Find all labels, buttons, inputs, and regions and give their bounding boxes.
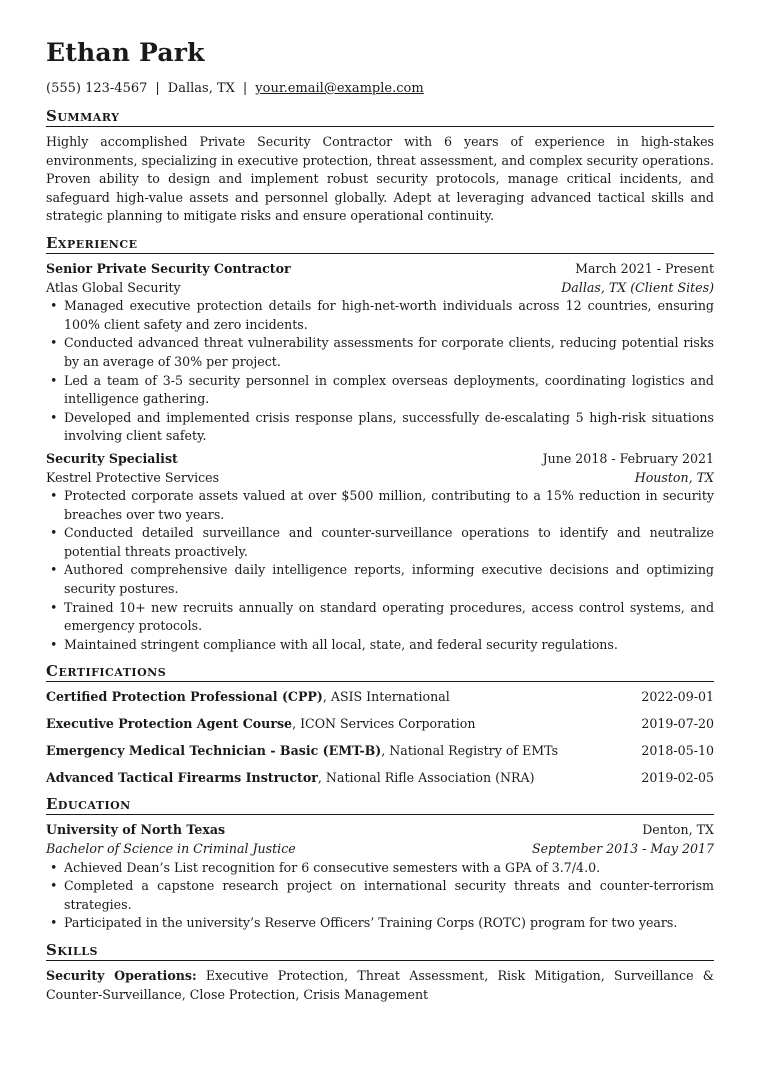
education-subheader-row — [46, 840, 714, 859]
certification-text — [46, 715, 475, 734]
certification-row — [46, 742, 714, 761]
job-location: Houston, TX — [634, 469, 714, 485]
certification-text — [46, 688, 450, 707]
skills-section — [46, 941, 714, 1004]
list-item: • Achieved Dean’s List recognition for 6 consecutive semesters with a GPA of 3.7/4.0. — [46, 859, 714, 878]
certification-row — [46, 769, 714, 788]
skills-category-label: Security Operations: — [46, 967, 197, 983]
list-item: • Conducted detailed surveillance and counter-surveillance operations to identify and neutralize potential threats proactively. — [46, 524, 714, 561]
summary-section — [46, 107, 714, 226]
certification-name: Advanced Tactical Firearms Instructor — [46, 769, 318, 785]
job-header-row — [46, 260, 714, 279]
job-header-row — [46, 450, 714, 469]
certification-name: Certified Protection Professional (CPP) — [46, 689, 323, 705]
education-section — [46, 795, 714, 933]
contact-separator: | — [155, 81, 160, 96]
certification-issuer: , National Rifle Association (NRA) — [317, 769, 535, 785]
email-link[interactable]: your.email@example.com — [255, 81, 424, 96]
list-item: • Participated in the university’s Reserve Officers’ Training Corps (ROTC) program for two years. — [46, 914, 714, 933]
list-item: • Led a team of 3-5 security personnel in complex overseas deployments, coordinating logistics and intelligence gathering. — [46, 372, 714, 409]
certification-text — [46, 742, 558, 761]
job-role: Senior Private Security Contractor — [46, 260, 291, 276]
list-item: • Trained 10+ new recruits annually on standard operating procedures, access control systems, and emergency protocols. — [46, 599, 714, 636]
job-role: Security Specialist — [46, 450, 178, 466]
certification-date: 2019-07-20 — [641, 716, 714, 732]
certification-row — [46, 715, 714, 734]
summary-text: Highly accomplished Private Security Contractor with 6 years of experience in high-stakes environments, specializing in executive protection, threat assessment, and complex security operations. Proven ability to design and implement robust security protocols, manage critical incidents, and safeguard high-value assets and personnel globally. Adept at leveraging advanced tactical skills and strategic planning to mitigate risks and ensure operational continuity. — [46, 134, 714, 224]
job-dates: June 2018 - February 2021 — [542, 450, 714, 466]
list-item: • Maintained stringent compliance with all local, state, and federal security regulations. — [46, 636, 714, 655]
job-company: Kestrel Protective Services — [46, 469, 220, 485]
list-item: • Managed executive protection details for high-net-worth individuals across 12 countries, ensuring 100% client safety and zero incidents. — [46, 297, 714, 334]
certification-text — [46, 769, 535, 788]
job-dates: March 2021 - Present — [575, 260, 714, 276]
certification-date: 2022-09-01 — [641, 689, 714, 705]
job-company: Atlas Global Security — [46, 279, 181, 295]
section-title-skills: Skills — [46, 941, 714, 961]
job-subheader-row — [46, 469, 714, 488]
job-subheader-row — [46, 279, 714, 298]
certification-name: Executive Protection Agent Course — [46, 716, 293, 732]
job-bullets — [46, 297, 714, 446]
degree-name: Bachelor of Science in Criminal Justice — [46, 840, 296, 856]
section-title-summary: Summary — [46, 107, 714, 127]
job-entry — [46, 260, 714, 446]
education-dates: September 2013 - May 2017 — [531, 840, 714, 856]
skills-text — [46, 967, 714, 1004]
list-item: • Developed and implemented crisis response plans, successfully de-escalating 5 high-risk situations involving client safety. — [46, 409, 714, 446]
list-item: • Protected corporate assets valued at over $500 million, contributing to a 15% reduction in security breaches over two years. — [46, 487, 714, 524]
certifications-section — [46, 662, 714, 787]
certification-issuer: , ICON Services Corporation — [292, 716, 476, 732]
certification-issuer: , National Registry of EMTs — [381, 743, 559, 758]
list-item: • Conducted advanced threat vulnerability assessments for corporate clients, reducing potential risks by an average of 30% per project. — [46, 334, 714, 371]
certification-date: 2019-02-05 — [641, 769, 714, 785]
experience-section — [46, 234, 714, 654]
education-bullets — [46, 859, 714, 933]
section-title-certifications: Certifications — [46, 662, 714, 682]
job-entry — [46, 450, 714, 655]
education-header-row — [46, 821, 714, 840]
certification-issuer: , ASIS International — [322, 689, 450, 705]
section-title-experience: Experience — [46, 234, 714, 254]
job-location: Dallas, TX (Client Sites) — [561, 279, 714, 295]
contact-separator: | — [242, 81, 248, 96]
list-item: • Authored comprehensive daily intelligence reports, informing executive decisions and optimizing security postures. — [46, 561, 714, 598]
job-bullets — [46, 487, 714, 654]
location: Dallas, TX — [167, 81, 235, 96]
school-location: Denton, TX — [642, 822, 714, 838]
phone-number: (555) 123-4567 — [46, 81, 148, 96]
school-name: University of North Texas — [46, 822, 226, 838]
certification-name: Emergency Medical Technician - Basic (EMT-B) — [46, 743, 382, 758]
candidate-name: Ethan Park — [46, 38, 205, 67]
section-title-education: Education — [46, 795, 714, 815]
contact-line — [46, 80, 714, 97]
list-item: • Completed a capstone research project on international security threats and counter-terrorism strategies. — [46, 877, 714, 914]
skills-list: Executive Protection, Threat Assessment, Risk Mitigation, Surveillance & Counter-Surveillance, Close Protection, Crisis Management — [46, 967, 714, 1002]
certification-row — [46, 688, 714, 707]
certification-date: 2018-05-10 — [641, 743, 714, 758]
